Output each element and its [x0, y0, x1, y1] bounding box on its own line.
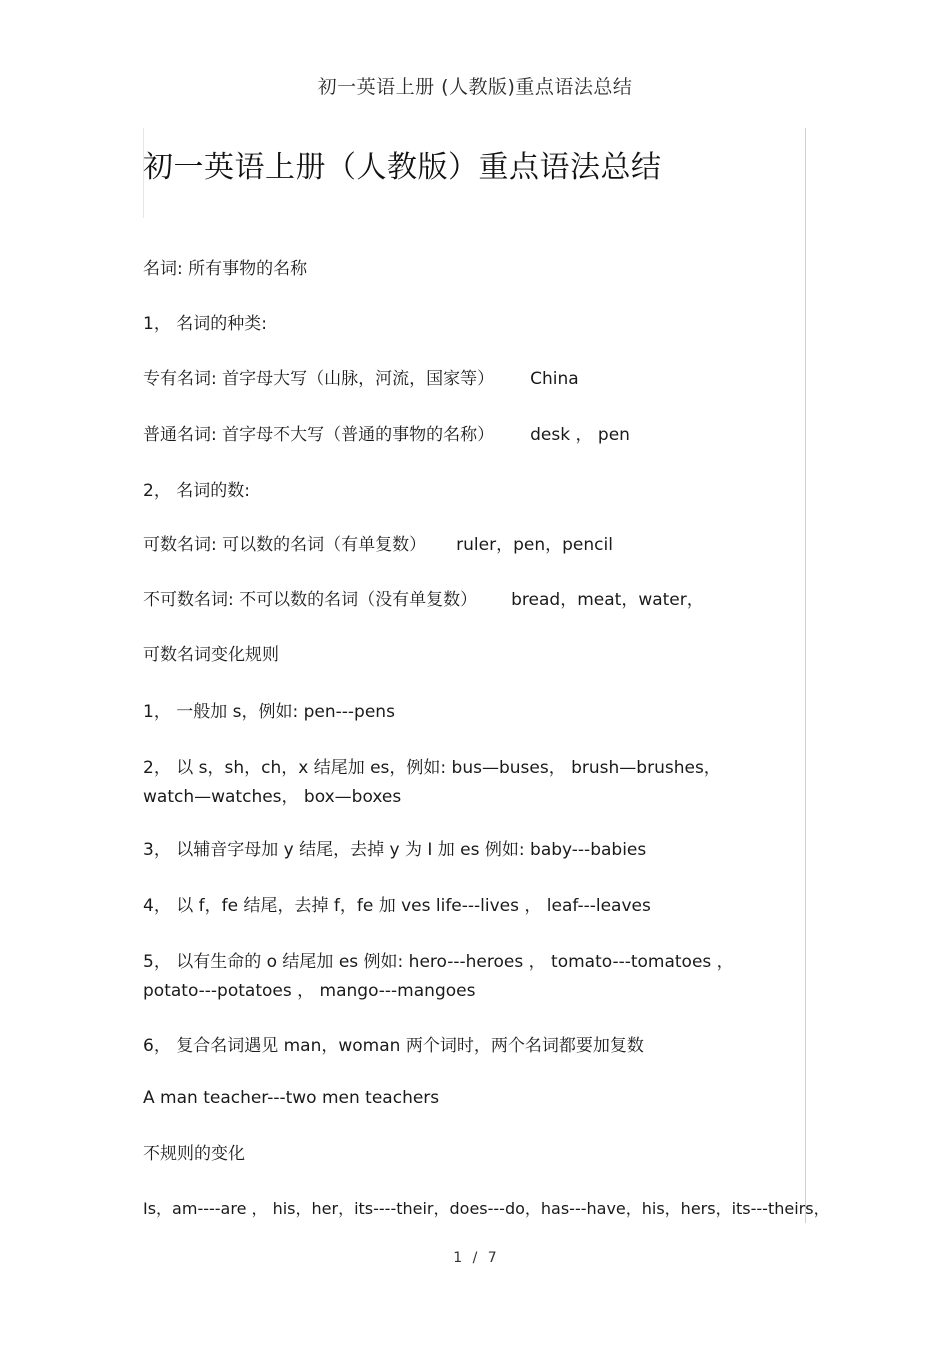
text-line: [143, 364, 579, 389]
text-line: [143, 1031, 644, 1056]
text-line: [143, 947, 734, 972]
line-text: 4， 以 f，fe 结尾，去掉 f，fe 加 ves life---lives ， leaf---leaves: [143, 896, 651, 916]
text-line: [143, 585, 704, 610]
text-line: [143, 976, 475, 1001]
line-text: 不规则的变化: [143, 1144, 245, 1164]
line-text: Is，am----are ， his，her，its----their，does---do，has---have，his，hers，its---theirs，: [143, 1199, 830, 1218]
line-example: desk ， pen: [530, 425, 630, 445]
line-example: China: [530, 369, 579, 389]
running-header: 初一英语上册 (人教版)重点语法总结: [317, 76, 633, 98]
line-text: 2， 名词的数:: [143, 481, 250, 501]
text-line: [143, 1196, 830, 1219]
document-title: 初一英语上册（人教版）重点语法总结: [143, 150, 662, 185]
line-text: 2， 以 s，sh，ch，x 结尾加 es，例如: bus—buses， brush—brushes，: [143, 758, 721, 778]
text-line: [143, 309, 267, 334]
frame-right-border: [805, 128, 806, 1223]
text-line: [143, 530, 613, 555]
line-text: 6， 复合名词遇见 man，woman 两个词时，两个名词都要加复数: [143, 1036, 644, 1056]
line-text: 不可数名词: 不可以数的名词（没有单复数）: [143, 590, 478, 610]
line-example: ruler，pen，pencil: [456, 535, 613, 555]
line-text: 名词: 所有事物的名称: [143, 259, 308, 279]
text-line: [143, 753, 721, 778]
line-text: 1， 名词的种类:: [143, 314, 267, 334]
line-text: 专有名词: 首字母大写（山脉，河流，国家等）: [143, 369, 495, 389]
text-line: [143, 891, 651, 916]
line-text: 可数名词变化规则: [143, 645, 279, 665]
line-text: 3， 以辅音字母加 y 结尾，去掉 y 为 I 加 es 例如: baby---babies: [143, 840, 647, 860]
text-line: [143, 835, 646, 860]
text-line: [143, 640, 279, 665]
text-line: [143, 782, 401, 807]
page-indicator: 1 / 7: [453, 1250, 497, 1266]
line-text: 普通名词: 首字母不大写（普通的事物的名称）: [143, 425, 495, 445]
text-line: [143, 1139, 245, 1164]
line-text: 可数名词: 可以数的名词（有单复数）: [143, 535, 427, 555]
line-text: A man teacher---two men teachers: [143, 1088, 440, 1108]
text-line: [143, 420, 630, 445]
line-example: bread，meat，water，: [511, 590, 704, 610]
text-line: [143, 1088, 439, 1108]
line-text: 5， 以有生命的 o 结尾加 es 例如: hero---heroes ， tomato---tomatoes ，: [143, 952, 734, 972]
text-line: [143, 254, 307, 279]
line-text: watch—watches， box—boxes: [143, 787, 402, 807]
line-text: 1， 一般加 s，例如: pen---pens: [143, 702, 395, 722]
line-text: potato---potatoes ， mango---mangoes: [143, 981, 476, 1001]
text-line: [143, 697, 395, 722]
text-line: [143, 476, 250, 501]
